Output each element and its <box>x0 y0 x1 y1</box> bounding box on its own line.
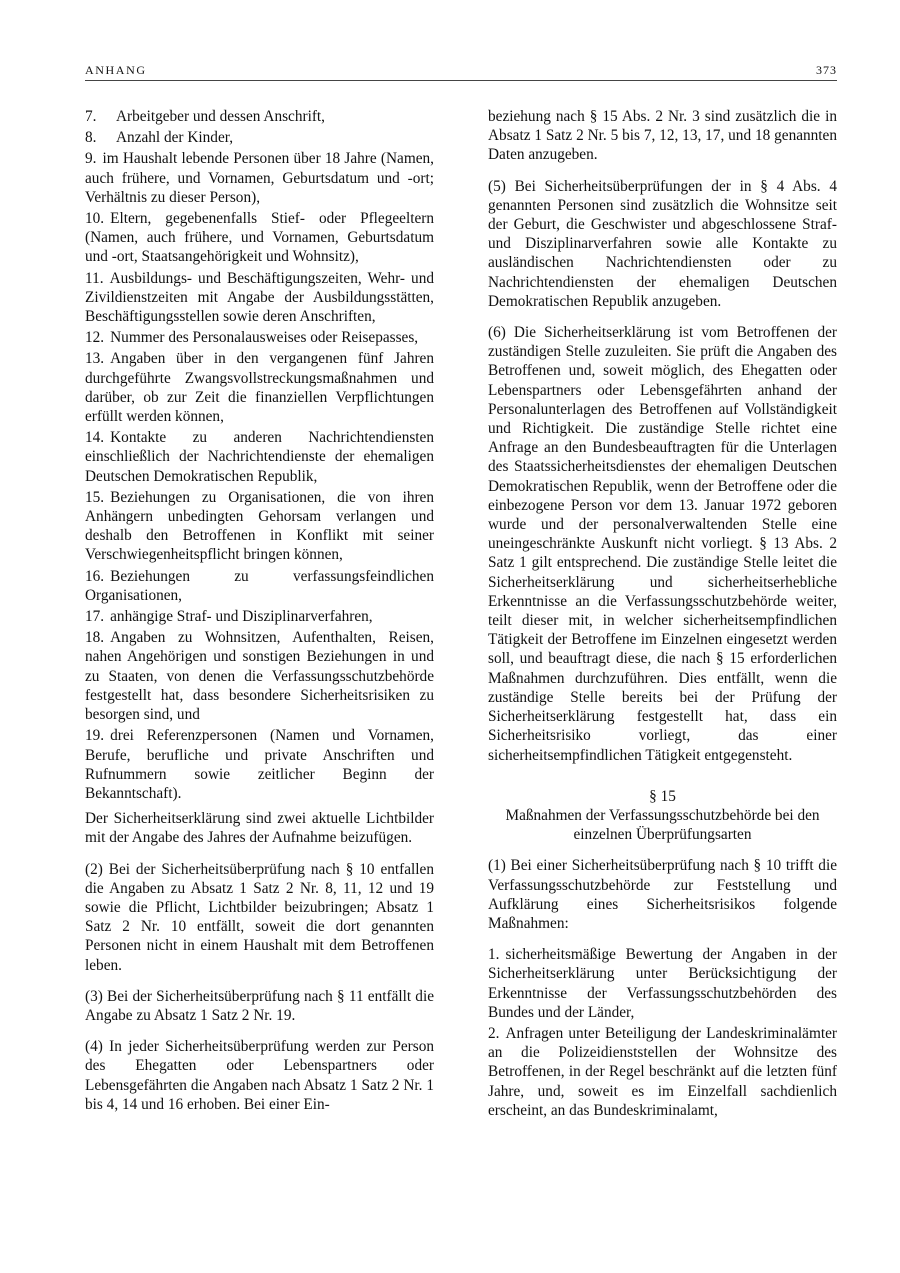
left-column <box>85 107 434 1126</box>
list-item: 18. Angaben zu Wohnsitzen, Aufenthalten, Reisen, nahen Angehörigen und sonstigen Beziehungen in und zu Staaten, von denen die Verfassungsschutzbehörde festgestellt hat, dass besondere Sicherheitsrisiken zu besorgen sind, und <box>85 629 434 724</box>
list-item: 14. Kontakte zu anderen Nachrichtendiensten einschließlich der Nachrichtendienste der ehemaligen Deutschen Demokratischen Republik, <box>85 429 434 485</box>
list-item: 15. Beziehungen zu Organisationen, die von ihren Anhängern unbedingten Gehorsam verlangen und deshalb den Betroffenen in Konflikt mit seiner Verschwiegenheitspflicht bringen können, <box>85 488 434 564</box>
section-title-line-2: einzelnen Überprüfungsarten <box>573 826 752 844</box>
list-item: 12. Nummer des Personalausweises oder Reisepasses, <box>85 329 419 347</box>
running-head: ANHANG <box>85 63 147 77</box>
right-column <box>488 107 837 1122</box>
page-number: 373 <box>816 63 837 77</box>
list-item: 10. Eltern, gegebenenfalls Stief- oder Pflegeeltern (Namen, auch frühere, und Vornamen, Geburtsdatum und -ort, Staatsangehörigkeit und Wohnsitz), <box>85 210 434 266</box>
paragraph-2: (2) Bei der Sicherheitsüberprüfung nach § 10 entfallen die Angaben zu Absatz 1 Satz 2 Nr. 8, 11, 12 und 19 sowie die Pflicht, Lichtbilder beizubringen; Absatz 1 Satz 2 Nr. 10 entfällt, soweit die dort genannten Personen nicht in einem Haushalt mit dem Betroffenen leben. <box>85 860 434 974</box>
list-item: 9. im Haushalt lebende Personen über 18 Jahre (Namen, auch frühere, und Vornamen, Geburtsdatum und -ort; Verhältnis zu dieser Person), <box>85 150 434 206</box>
section-intro: (1) Bei einer Sicherheitsüberprüfung nach § 10 trifft die Verfassungsschutzbehörde zur Feststellung und Aufklärung eines Sicherheitsrisikos folgende Maßnahmen: <box>488 857 837 932</box>
list-item: 1. sicherheitsmäßige Bewertung der Angaben in der Sicherheitserklärung unter Berücksichtigung der Erkenntnisse der Verfassungsschutzbehörden des Bundes und der Länder, <box>488 946 837 1021</box>
list-item: 7. Arbeitgeber und dessen Anschrift, <box>85 108 326 125</box>
list-item: 2. Anfragen unter Beteiligung der Landeskriminalämter an die Polizeidienststellen der Wohnsitze des Betroffenen, in der Regel beschränkt auf die letzten fünf Jahre, und, soweit es im Einzelfall sachdienlich erscheint, an das Bundeskriminalamt, <box>488 1024 837 1119</box>
list-item: 13. Angaben über in den vergangenen fünf Jahren durchgeführte Zwangsvollstreckungsmaßnahmen und darüber, ob zur Zeit die finanziellen Verpflichtungen erfüllt werden können, <box>85 350 434 426</box>
paragraph-3: (3) Bei der Sicherheitsüberprüfung nach § 11 entfällt die Angabe zu Absatz 1 Satz 2 Nr. 19. <box>85 987 434 1024</box>
page-header <box>85 62 837 81</box>
section-number: § 15 <box>649 787 676 805</box>
paragraph-5: (5) Bei Sicherheitsüberprüfungen der in § 4 Abs. 4 genannten Personen sind zusätzlich die Wohnsitze seit der Geburt, die Geschwister und abgeschlossene Straf- und Disziplinarverfahren sowie alle Kontakte zu ausländischen Nachrichtendiensten oder zu Nachrichtendiensten der ehemaligen Deutschen Demokratischen Republik anzugeben. <box>488 177 837 310</box>
paragraph-6: (6) Die Sicherheitserklärung ist vom Betroffenen der zuständigen Stelle zuzuleiten. Sie prüft die Angaben des Betroffenen und, soweit möglich, des Ehegatten oder Lebenspartners oder Lebensgefährten anhand der Personalunterlagen des Betroffenen auf Vollständigkeit und Richtigkeit. Die zuständige Stelle richtet eine Anfrage an den Bundesbeauftragten für die Unterlagen des Staatssicherheitsdienstes der ehemaligen Deutschen Demokratischen Republik, wenn der Betroffene oder die einbezogene Person vor dem 13. Januar 1972 geboren wurde und der personalverwaltenden Stelle eine uneingeschränkte Auskunft nicht vorliegt. § 13 Abs. 2 Satz 1 gilt entsprechend. Die zuständige Stelle leitet die Sicherheitserklärung und sicherheitserhebliche Erkenntnisse an die Verfassungsschutzbehörde weiter, teilt dieser mit, in welcher sicherheitsempfindlichen Tätigkeit der Betroffene im Einzelnen eingesetzt werden soll, und beauftragt diese, die nach § 15 erforderlichen Maßnahmen durchzuführen. Dies entfällt, wenn die zuständige Stelle bereits bei der Prüfung der Sicherheitserklärung festgestellt hat, dass ein Sicherheitsrisiko vorliegt, das einer sicherheitsempfindlichen Tätigkeit entgegensteht. <box>488 324 837 764</box>
list-item: 16. Beziehungen zu verfassungsfeindlichen Organisationen, <box>85 567 434 604</box>
section-heading <box>488 787 837 845</box>
continuation-paragraph: beziehung nach § 15 Abs. 2 Nr. 3 sind zusätzlich die in Absatz 1 Satz 2 Nr. 5 bis 7, 12, 13, 17, und 18 genannten Daten anzugeben. <box>488 108 837 164</box>
list-item: 11. Ausbildungs- und Beschäftigungszeiten, Wehr- und Zivildienstzeiten mit Angabe der Ausbildungsstätten, Beschäftigungsstellen sowie deren Anschriften, <box>85 269 434 326</box>
paragraph-4: (4) In jeder Sicherheitsüberprüfung werden zur Person des Ehegatten oder Lebenspartners oder Lebensgefährten die Angaben nach Absatz 1 Satz 2 Nr. 1 bis 4, 14 und 16 erhoben. Bei einer Ein- <box>85 1038 434 1113</box>
list-item: 17. anhängige Straf- und Disziplinarverfahren, <box>85 608 373 626</box>
closing-paragraph: Der Sicherheitserklärung sind zwei aktuelle Lichtbilder mit der Angabe des Jahres der Aufnahme beizufügen. <box>85 810 434 847</box>
section-title-line-1: Maßnahmen der Verfassungsschutzbehörde bei den <box>505 806 820 824</box>
list-item: 19. drei Referenzpersonen (Namen und Vornamen, Berufe, berufliche und private Anschriften und Rufnummern sowie zeitlicher Beginn der Bekanntschaft). <box>85 727 434 802</box>
list-item: 8. Anzahl der Kinder, <box>85 129 234 147</box>
